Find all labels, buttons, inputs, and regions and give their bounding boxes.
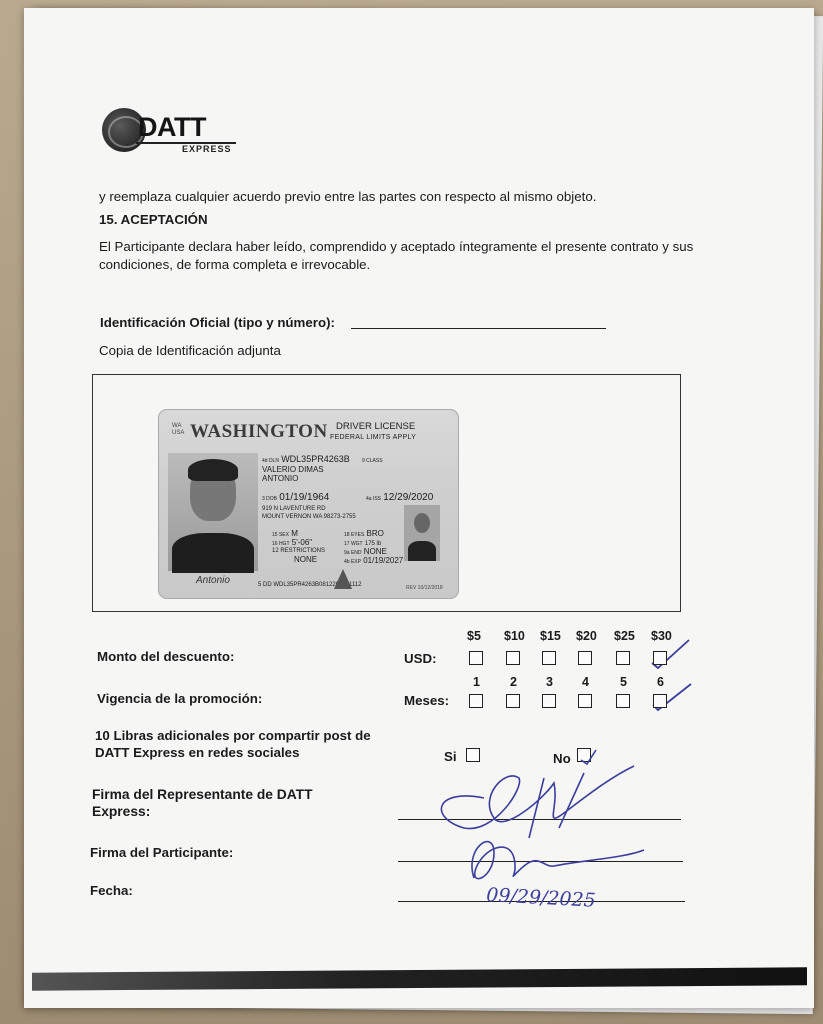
section-body-line1: El Participante declara haber leído, comprendido y aceptado íntegramente el presente contrato y sus xyxy=(99,239,694,254)
handwritten-date: 09/29/2025 xyxy=(485,884,597,912)
license-iss-row: 4a ISS 12/29/2020 xyxy=(366,492,434,503)
logo-name: DATT xyxy=(138,112,206,142)
discount-amount-label: $5 xyxy=(467,629,481,643)
license-dd: 5 DD WDL35PR4263B0812292021112 xyxy=(258,582,362,588)
license-hgt-row: 16 HGT 5'-06" xyxy=(272,538,313,547)
representative-signature xyxy=(441,766,634,838)
month-label: 6 xyxy=(657,675,664,689)
social-label-line2: DATT Express en redes sociales xyxy=(95,745,300,760)
id-copy-label: Copia de Identificación adjunta xyxy=(99,343,281,358)
month-label: 2 xyxy=(510,675,517,689)
discount-label: Monto del descuento: xyxy=(97,649,235,664)
license-rev: REV 10/12/2018 xyxy=(406,585,443,591)
logo-sub: EXPRESS xyxy=(182,144,232,154)
social-yes-label: Si xyxy=(444,749,457,764)
month-label: 4 xyxy=(582,675,589,689)
discount-checkbox[interactable] xyxy=(469,651,483,665)
month-checkbox[interactable] xyxy=(653,694,667,708)
social-label-line1: 10 Libras adicionales por compartir post de xyxy=(95,728,371,743)
license-first-name: ANTONIO xyxy=(262,474,299,483)
handwriting-overlay xyxy=(24,8,814,1008)
participant-signature-label: Firma del Participante: xyxy=(90,845,234,860)
intro-line: y reemplaza cualquier acuerdo previo entre las partes con respecto al mismo objeto. xyxy=(99,189,597,204)
discount-checkbox[interactable] xyxy=(578,651,592,665)
license-last-name: VALERIO DIMAS xyxy=(262,465,324,474)
license-state: WASHINGTON xyxy=(190,421,328,442)
license-dl-row: 4d DLN WDL35PR4263B 9 CLASS xyxy=(262,454,383,464)
month-checkbox[interactable] xyxy=(469,694,483,708)
validity-unit: Meses: xyxy=(404,693,450,708)
discount-checkbox[interactable] xyxy=(542,651,556,665)
id-label: Identificación Oficial (tipo y número): xyxy=(100,315,335,330)
license-end-row: 9a END NONE xyxy=(344,547,387,556)
month-label: 5 xyxy=(620,675,627,689)
license-type: DRIVER LICENSE xyxy=(336,421,416,432)
rep-signature-label-line2: Express: xyxy=(92,804,151,819)
discount-amount-label: $30 xyxy=(651,629,672,643)
discount-amount-label: $15 xyxy=(540,629,561,643)
date-label: Fecha: xyxy=(90,883,133,898)
license-wa: WA USA xyxy=(172,423,185,436)
validity-label: Vigencia de la promoción: xyxy=(97,691,263,706)
month-checkbox[interactable] xyxy=(616,694,630,708)
license-eyes-row: 18 EYES BRO xyxy=(344,529,384,538)
license-address2: MOUNT VERNON WA 98273-2755 xyxy=(262,514,356,520)
license-restrictions: NONE xyxy=(294,555,318,564)
license-sex-row: 15 SEX M xyxy=(272,529,298,538)
license-exp-row: 4b EXP 01/19/2027 xyxy=(344,556,404,565)
rep-signature-label-line1: Firma del Representante de DATT xyxy=(92,787,313,802)
license-compliance: FEDERAL LIMITS APPLY xyxy=(330,434,417,441)
month-checkbox[interactable] xyxy=(578,694,592,708)
license-address1: 919 N LAVENTURE RD xyxy=(262,506,326,512)
month-checkbox[interactable] xyxy=(542,694,556,708)
participant-signature xyxy=(472,842,644,879)
discount-checkbox[interactable] xyxy=(506,651,520,665)
license-signature: Antonio xyxy=(196,575,230,586)
month-label: 1 xyxy=(473,675,480,689)
discount-amount-label: $25 xyxy=(614,629,635,643)
social-no-label: No xyxy=(553,751,571,766)
month-checkbox[interactable] xyxy=(506,694,520,708)
discount-currency: USD: xyxy=(404,651,437,666)
discount-amount-label: $20 xyxy=(576,629,597,643)
month-label: 3 xyxy=(546,675,553,689)
discount-checkbox[interactable] xyxy=(616,651,630,665)
contract-page xyxy=(24,8,814,1008)
no-check-mark xyxy=(581,750,596,764)
license-wgt-row: 17 WGT 175 lb xyxy=(344,541,382,547)
discount-checkbox[interactable] xyxy=(653,651,667,665)
section-heading: 15. ACEPTACIÓN xyxy=(99,212,208,227)
section-body-line2: condiciones, de forma completa e irrevocable. xyxy=(99,257,371,272)
license-restr-label: 12 RESTRICTIONS xyxy=(272,548,326,554)
license-dob-row: 3 DOB 01/19/1964 xyxy=(262,492,330,503)
discount-amount-label: $10 xyxy=(504,629,525,643)
